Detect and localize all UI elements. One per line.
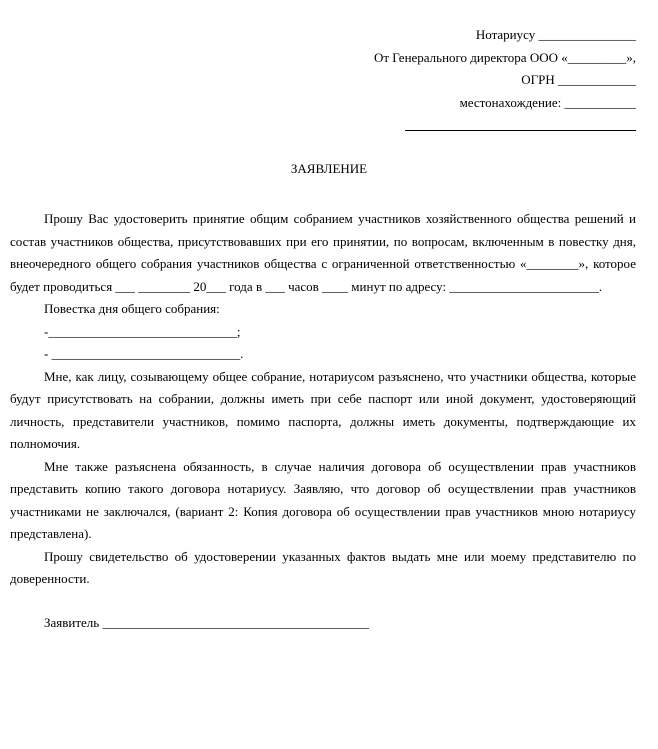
header-notary: Нотариусу _______________ [475,27,636,42]
agenda-item-1: -_____________________________; [44,323,241,339]
paragraph-request: Прошу Вас удостоверить принятие общим собранием участников хозяйственного общества решений и состав участников общества, присутствовавших при его принятии, по вопросам, включенным в повестку дня, внеочередного общего собрания участников общества с ограниченной ответственностью «________», которое будет проводиться ___ ________ 20___ года в ___ часов ____ минут по адресу: _______________________. [10,211,636,294]
header-location: местонахождение: ___________ [459,95,636,110]
agenda-title: Повестка дня общего собрания: [44,301,220,316]
applicant-signature-line: Заявитель _________________________________________ [44,615,369,630]
document-body [10,208,636,591]
document-title: ЗАЯВЛЕНИЕ [290,161,368,176]
header-from-director: От Генерального директора ООО «_________», [373,50,636,65]
header-blank-line [405,130,636,131]
paragraph-certificate: Прошу свидетельство об удостоверении указанных фактов выдать мне или моему представителю по доверенности. [10,548,636,586]
header-ogrn: ОГРН ____________ [521,72,636,87]
paragraph-obligation: Мне также разъяснена обязанность, в случае наличия договора об осуществлении прав участников представить копию такого договора нотариусу. Заявляю, что договор об осуществлении прав участников участниками не заключался, (вариант 2: Копия договора об осуществлении прав участников мною нотариусу представлена). [10,458,636,541]
paragraph-explanation: Мне, как лицу, созывающему общее собрание, нотариусом разъяснено, что участники общества, которые будут присутствовать на собрании, должны иметь при себе паспорт или иной документ, удостоверяющий личность, представители участников, помимо паспорта, должны иметь документы, подтверждающие их полномочия. [10,368,636,451]
agenda-item-2: - _____________________________. [44,346,244,361]
